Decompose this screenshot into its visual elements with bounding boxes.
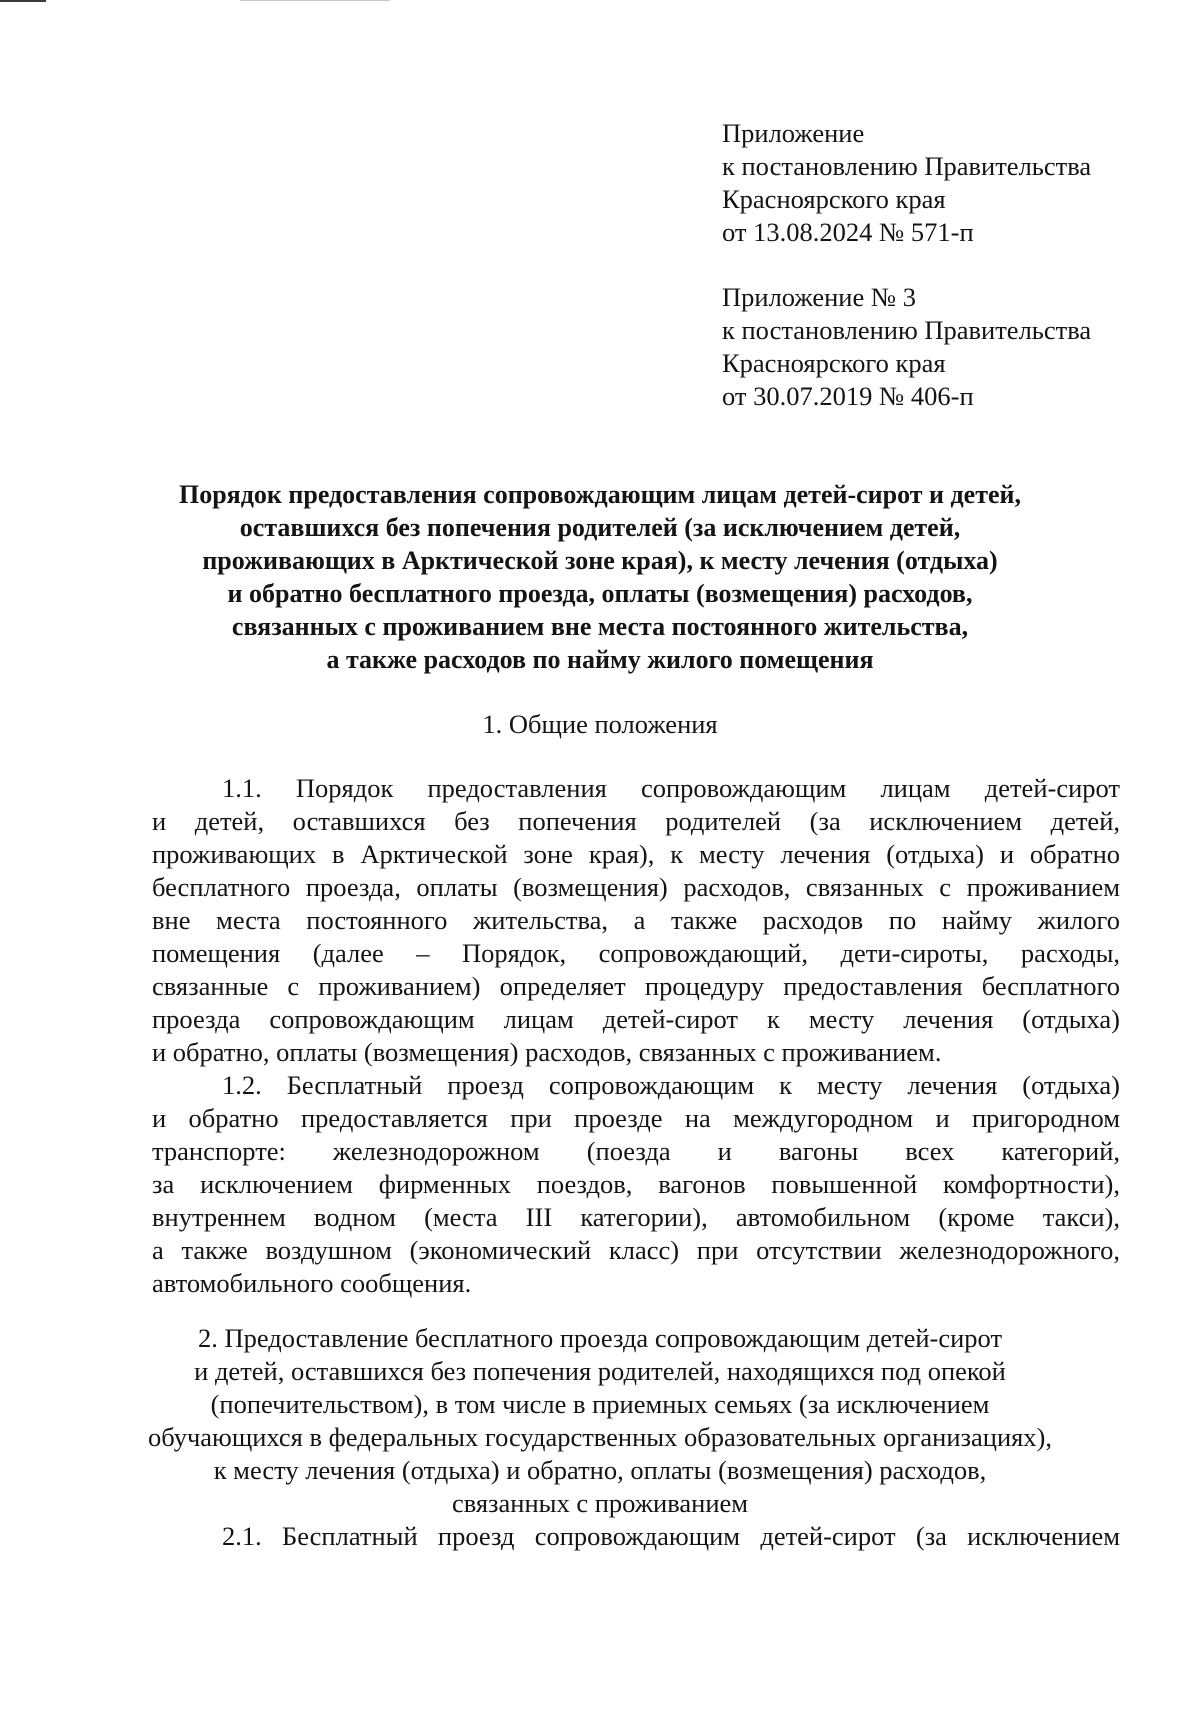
paragraph-line: транспорте: железнодорожном (поезда и вагоны всех категорий, xyxy=(152,1136,1120,1166)
document-title xyxy=(120,478,1080,676)
heading-line: обучающихся в федеральных государственных образовательных организациях), xyxy=(147,1422,1053,1452)
paragraph-line: за исключением фирменных поездов, вагонов повышенной комфортности), xyxy=(152,1169,1120,1199)
title-line: Порядок предоставления сопровождающим лицам детей-сирот и детей, xyxy=(179,480,1021,509)
heading-line: 1. Общие положения xyxy=(482,709,718,739)
paragraph-line: связанные с проживанием) определяет процедуру предоставления бесплатного xyxy=(152,971,1120,1001)
appendix-current-block xyxy=(722,117,1182,249)
paragraph-line: проживающих в Арктической зоне края), к месту лечения (отдыха) и обратно xyxy=(152,839,1120,869)
paragraph-line: и детей, оставшихся без попечения родителей (за исключением детей, xyxy=(152,806,1120,836)
paragraph-line: 1.2. Бесплатный проезд сопровождающим к месту лечения (отдыха) xyxy=(222,1070,1120,1100)
paragraph-line: и обратно предоставляется при проезде на междугородном и пригородном xyxy=(152,1103,1120,1133)
paragraph-line: 2.1. Бесплатный проезд сопровождающим детей-сирот (за исключением xyxy=(222,1521,1120,1551)
heading-line: к месту лечения (отдыха) и обратно, оплаты (возмещения) расходов, xyxy=(213,1455,987,1485)
paragraph-line: 1.1. Порядок предоставления сопровождающим лицам детей-сирот xyxy=(222,773,1120,803)
paragraph-line: внутреннем водном (места III категории), автомобильном (кроме такси), xyxy=(152,1202,1120,1232)
appendix-line: к постановлению Правительства xyxy=(722,315,1092,345)
scan-edge-mark-faint xyxy=(240,0,390,1)
paragraph-line: помещения (далее – Порядок, сопровождающий, дети-сироты, расходы, xyxy=(152,938,1120,968)
appendix-line: Приложение № 3 xyxy=(722,282,917,312)
title-line: а также расходов по найму жилого помещения xyxy=(326,645,874,674)
heading-line: (попечительством), в том числе в приемных семьях (за исключением xyxy=(210,1389,990,1419)
paragraph-2-1 xyxy=(152,1520,1120,1553)
paragraph-line: проезда сопровождающим лицам детей-сирот к месту лечения (отдыха) xyxy=(152,1004,1120,1034)
appendix-line: от 30.07.2019 № 406-п xyxy=(722,381,974,411)
title-line: связанных с проживанием вне места постоянного жительства, xyxy=(231,612,969,641)
paragraph-line: а также воздушном (экономический класс) при отсутствии железнодорожного, xyxy=(152,1235,1120,1265)
paragraph-line: автомобильного сообщения. xyxy=(152,1268,472,1298)
section-2-heading xyxy=(120,1322,1080,1520)
appendix-original-block xyxy=(722,281,1182,413)
paragraph-1-1 xyxy=(152,772,1120,1069)
appendix-line: Приложение xyxy=(722,118,865,148)
appendix-line: от 13.08.2024 № 571-п xyxy=(722,217,974,247)
appendix-line: Красноярского края xyxy=(722,184,946,214)
section-1-heading xyxy=(120,708,1080,741)
paragraph-line: бесплатного проезда, оплаты (возмещения) расходов, связанных с проживанием xyxy=(152,872,1120,902)
heading-line: 2. Предоставление бесплатного проезда сопровождающим детей-сирот xyxy=(197,1323,1003,1353)
paragraph-line: вне места постоянного жительства, а также расходов по найму жилого xyxy=(152,905,1120,935)
title-line: проживающих в Арктической зоне края), к месту лечения (отдыха) xyxy=(202,546,998,575)
paragraph-1-2 xyxy=(152,1069,1120,1300)
heading-line: и детей, оставшихся без попечения родителей, находящихся под опекой xyxy=(194,1356,1006,1386)
title-line: оставшихся без попечения родителей (за исключением детей, xyxy=(239,513,961,542)
paragraph-line: и обратно, оплаты (возмещения) расходов, связанных с проживанием. xyxy=(152,1037,942,1067)
appendix-line: Красноярского края xyxy=(722,348,946,378)
title-line: и обратно бесплатного проезда, оплаты (возмещения) расходов, xyxy=(227,579,973,608)
appendix-line: к постановлению Правительства xyxy=(722,151,1092,181)
heading-line: связанных с проживанием xyxy=(451,1488,749,1518)
scan-edge-mark xyxy=(0,0,46,2)
